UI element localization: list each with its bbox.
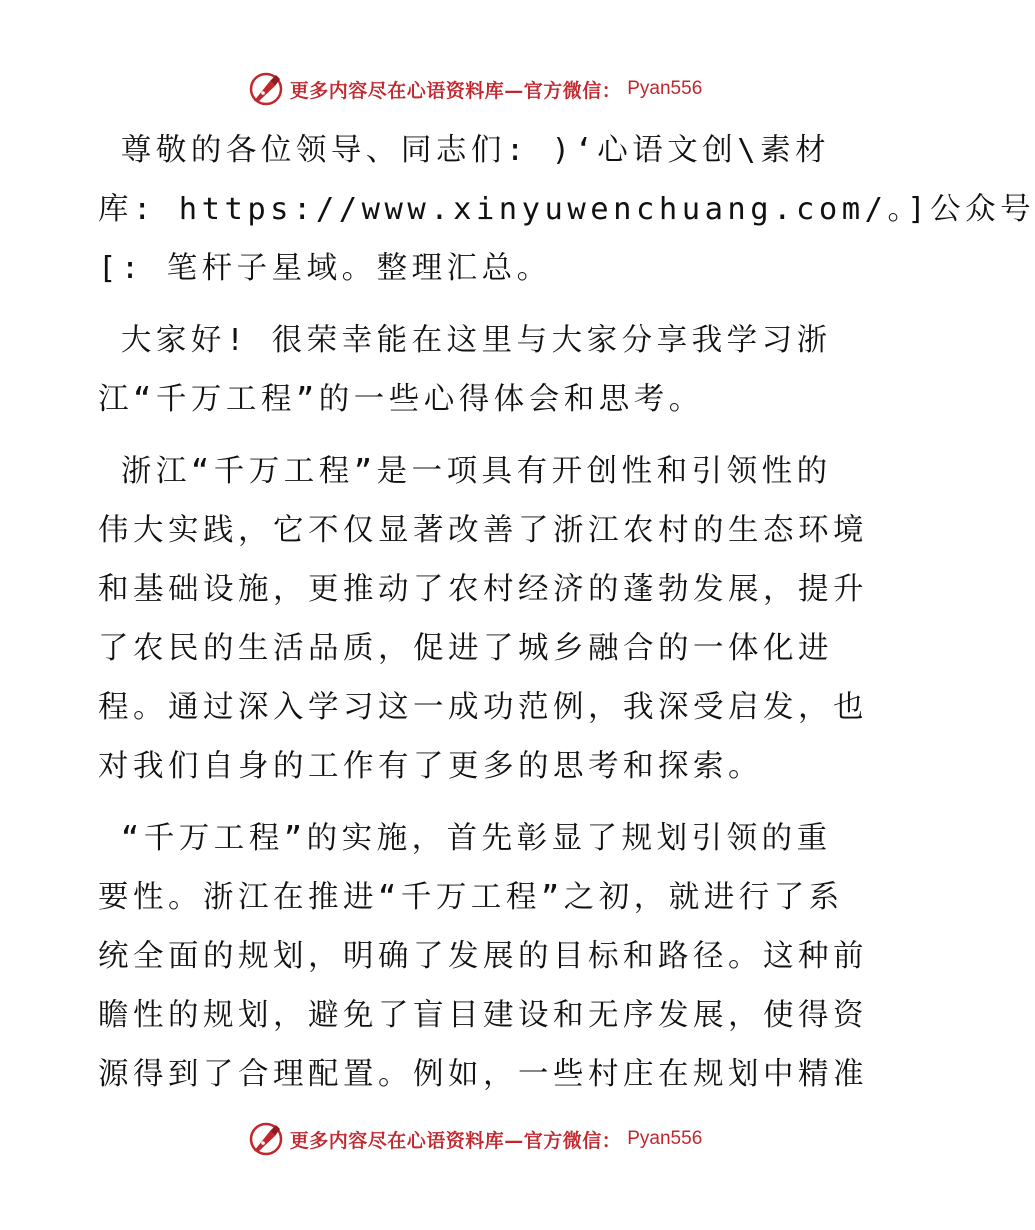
text-line: 了农民的生活品质，促进了城乡融合的一体化进 (98, 631, 833, 666)
text-line: 伟大实践，它不仅显著改善了浙江农村的生态环境 (98, 513, 868, 548)
text-line: 瞻性的规划，避免了盲目建设和无序发展，使得资 (98, 998, 868, 1033)
footer-banner-text: 更多内容尽在心语资料库—官方微信： (289, 1129, 622, 1152)
document-body (98, 121, 1035, 1117)
footer-wechat-id: Pyan556 (627, 1128, 703, 1149)
text-line: 江“千万工程”的一些心得体会和思考。 (98, 382, 704, 417)
header-wechat-id: Pyan556 (627, 78, 703, 99)
text-line: 要性。浙江在推进“千万工程”之初，就进行了系 (98, 880, 844, 915)
text-line: “千万工程”的实施，首先彰显了规划引领的重 (98, 821, 832, 856)
text-line: 程。通过深入学习这一成功范例，我深受启发，也 (98, 690, 868, 725)
text-line: 尊敬的各位领导、同志们: )‘心语文创\素材 (98, 133, 831, 168)
text-line: [: 笔杆子星域。整理汇总。 (98, 251, 552, 286)
text-line: 统全面的规划，明确了发展的目标和路径。这种前 (98, 939, 868, 974)
paragraph-greeting (98, 311, 858, 429)
paragraph-planning (98, 809, 868, 1104)
pen-nib-logo-icon (248, 71, 284, 107)
text-line: 大家好! 很荣幸能在这里与大家分享我学习浙 (98, 323, 832, 358)
header-banner-text: 更多内容尽在心语资料库—官方微信： (289, 79, 622, 102)
text-line: 对我们自身的工作有了更多的思考和探索。 (98, 749, 763, 784)
paragraph-intro (98, 442, 868, 796)
text-line: 源得到了合理配置。例如，一些村庄在规划中精准 (98, 1057, 868, 1092)
text-line: 库: https://www.xinyuwenchuang.com/。]公众号 (98, 192, 1035, 227)
text-line: 和基础设施，更推动了农村经济的蓬勃发展，提升 (98, 572, 868, 607)
footer-banner (0, 1118, 950, 1160)
header-banner (0, 68, 950, 110)
paragraph-source-note (98, 121, 1035, 298)
text-line: 浙江“千万工程”是一项具有开创性和引领性的 (98, 454, 832, 489)
pen-nib-logo-icon (248, 1121, 284, 1157)
